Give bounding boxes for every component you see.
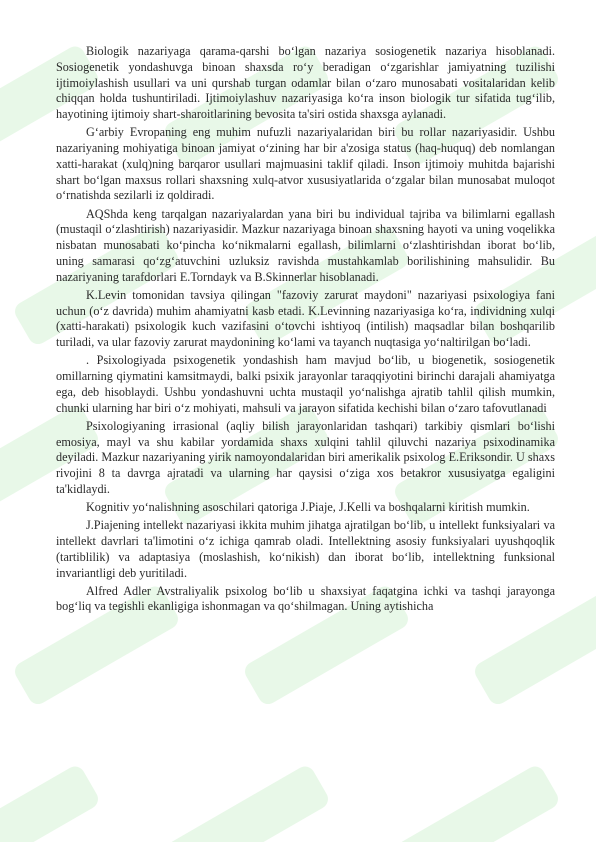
watermark-stripe (161, 763, 331, 842)
paragraph-cognitive-founders: Kognitiv yo‘nalishning asoschilari qatoriga J.Piaje, J.Kelli va boshqalarni kiritish mumkin. (86, 500, 530, 515)
paragraph-levin-theory: K.Levin tomonidan tavsiya qilingan "fazoviy zarurat maydoni" nazariyasi psixologiya fani uchun (o‘z davrida) muhim ahamiyatni kasb etadi. K.Levinning nazariyasiga ko‘ra, individning xulqi (xatti-harakati) psixologik kuch vazifasini o‘tovchi ishtiyoq (intilish) maqsadlar bilan boshqarilib turiladi, va ular fazoviy zarurat maydonining ko‘lami va tayanch nuqtasiga yo‘naltirilgan bo‘ladi. (56, 287, 555, 350)
paragraph-psychogenetic-approach: . Psixologiyada psixogenetik yondashish ham mavjud bo‘lib, u biogenetik, sosiogenetik omillarning qiymatini kamsitmaydi, balki psixik jarayonlar taraqqiyotini birinchi darajali ahamiyatga ega, deb hisoblaydi. Ushbu yondashuvni uchta mustaqil yo‘nalishga ajratib tahlil qilish mumkin, chunki ularning har biri o‘z mohiyati, mahsuli va jarayon sifatida kechishi bilan o‘zaro tafovutlanadi (56, 353, 555, 415)
paragraph-adler: Alfred Adler Avstraliyalik psixolog bo‘lib u shaxsiyat faqatgina ichki va tashqi jarayonga bog‘liq va tegishli ekanligiga ishonmagan va qo‘shilmagan. Uning aytishicha (56, 583, 555, 614)
paragraph-piaget-theory: J.Piajening intellekt nazariyasi ikkita muhim jihatga ajratilgan bo‘lib, u intellekt funksiyalari va intellekt davrlari ta'limotini o‘z ichiga qamrab oladi. Intellektning asosiy funksiyalari uyushqoqlik (tartiblilik) va adaptasiya (moslashish, ko‘nikish) dan iborat bo‘lib, intellektning funksional invariantligi deb yuritiladi. (56, 518, 555, 580)
paragraph-biological-theory: Biologik nazariyaga qarama-qarshi bo‘lgan nazariya sosiogenetik nazariya hisoblanadi. Sosiogenetik yondashuvga binoan shaxsda ro‘y beradigan o‘zgarishlar jamiyatning tuzilishi ijtimoiylashish usullari va uni qurshab turgan odamlar bilan o‘zaro munosabati vositalaridan kelib chiqqan holda tushuntiriladi. Ijtimoiylashuv nazariyasiga ko‘ra inson biologik tur sifatida tug‘ilib, hayotining ijtimoiy shart-sharoitlarining bevosita ta'siri ostida shaxsga aylanadi. (56, 44, 555, 122)
paragraph-roles-theory: G‘arbiy Evropaning eng muhim nufuzli nazariyalaridan biri bu rollar nazariyasidir. Ushbu nazariyaning mohiyatiga binoan jamiyat o‘zining har bir a'zosiga status (haq-huquq) deb nomlangan xatti-harakat (xulq)ning barqaror usullari majmuasini taklif qiladi. Inson ijtimoiy muhitda bajarishi shart bo‘lgan maxsus rollari shaxsning xulq-atvor xususiyatlarida o‘zgalar bilan munosabat muloqot o‘rnatishda sezilarli iz qoldiradi. (56, 125, 555, 203)
paragraph-learning-theory: AQShda keng tarqalgan nazariyalardan yana biri bu individual tajriba va bilimlarni egallash (mustaqil o‘zlashtirish) nazariyasidir. Mazkur nazariyaga binoan shaxsning hayoti va uning voqelikka nisbatan munosabati ko‘pincha ko‘nikmalarni egallash, bilimlarni o‘zlashtirishdan iborat bo‘lib, uning samarasi qo‘zg‘atuvchini uzluksiz ravishda mustahkamlab borilishining mahsulidir. Bu nazariyaning tarafdorlari E.Torndayk va B.Skinnerlar hisoblanadi. (56, 206, 555, 284)
paragraph-psychodynamics: Psixologiyaning irrasional (aqliy bilish jarayonlaridan tashqari) tarkibiy qismlari bo‘lishi emosiya, mayl va shu kabilar yordamida shaxs xulqini tahlil qiluvchi nazariya psixodinamika deyiladi. Mazkur nazariyaning yirik namoyondalaridan biri amerikalik psixolog E.Eriksondir. U shaxs rivojini 8 ta davrga ajratadi va ularning har qaysisi o‘ziga xos betakror xususiyatga egaligini ta'kidlaydi. (56, 418, 555, 496)
watermark-stripe (0, 763, 102, 842)
watermark-stripe (391, 763, 561, 842)
document-body (56, 44, 555, 618)
